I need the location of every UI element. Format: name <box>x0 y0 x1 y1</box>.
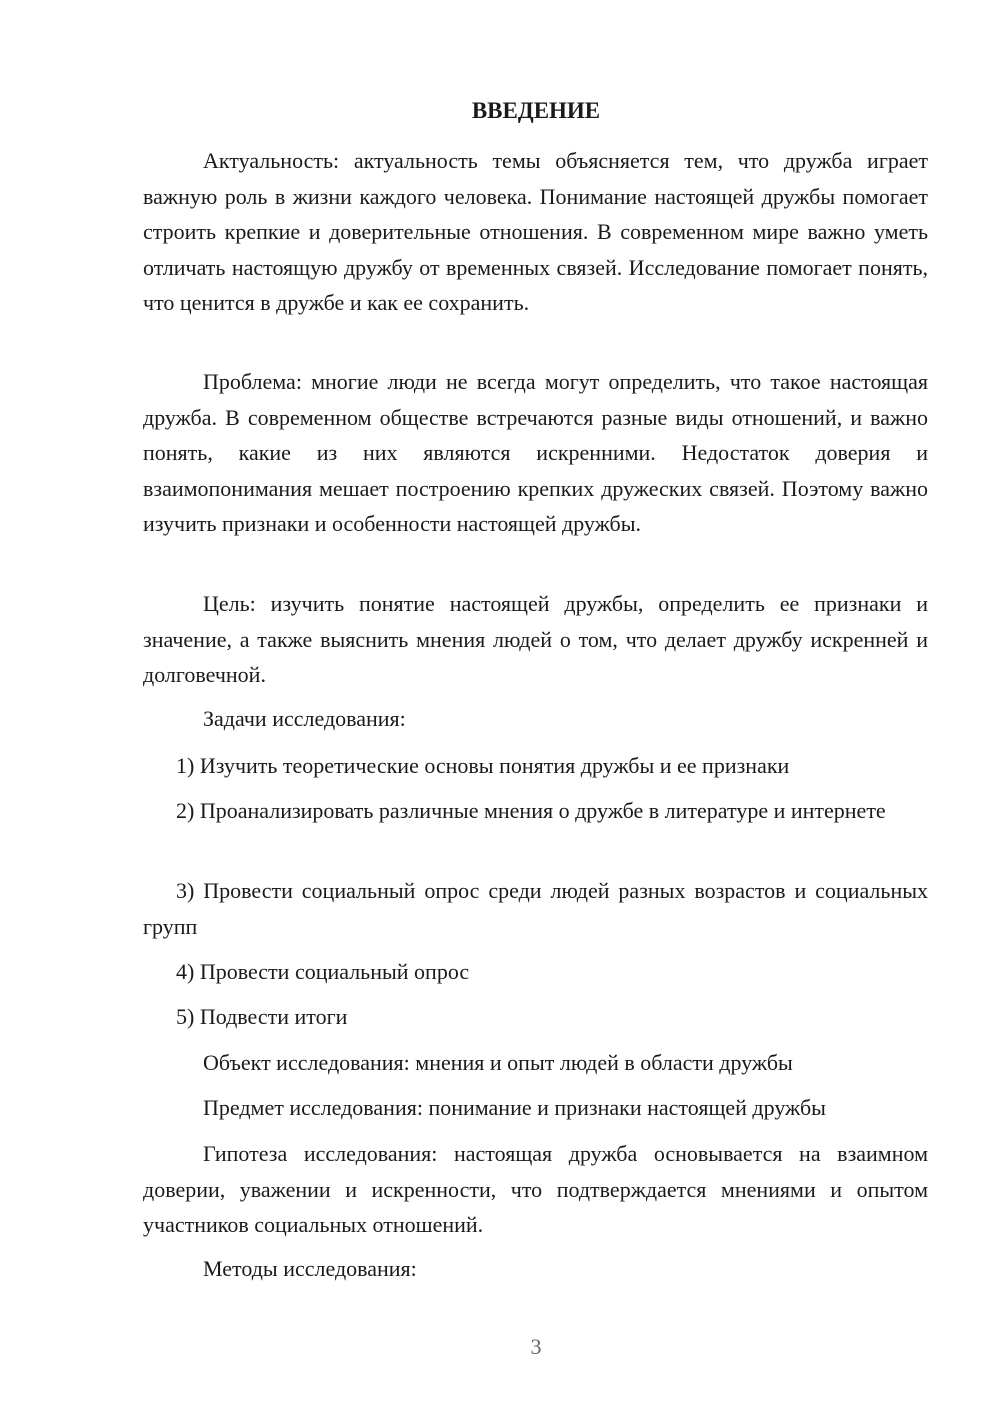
page-title: ВВЕДЕНИЕ <box>471 98 601 123</box>
task-item-1: 1) Изучить теоретические основы понятия дружбы и ее признаки <box>176 753 790 778</box>
paragraph-hypothesis: Гипотеза исследования: настоящая дружба основывается на взаимном доверии, уважении и искренности, что подтверждается мнениями и опытом участников социальных отношений. <box>143 1141 928 1237</box>
paragraph-relevance: Актуальность: актуальность темы объясняется тем, что дружба играет важную роль в жизни каждого человека. Понимание настоящей дружбы помогает строить крепкие и доверительные отношения. В современном мире важно уметь отличать настоящую дружбу от временных связей. Исследование помогает понять, что ценится в дружбе и как ее сохранить. <box>143 148 928 315</box>
task-item-5: 5) Подвести итоги <box>176 1004 348 1029</box>
paragraph-goal: Цель: изучить понятие настоящей дружбы, определить ее признаки и значение, а также выяснить мнения людей о том, что делает дружбу искренней и долговечной. <box>143 591 928 687</box>
task-item-3: 3) Провести социальный опрос среди людей разных возрастов и социальных групп <box>143 878 928 939</box>
tasks-heading: Задачи исследования: <box>203 706 406 731</box>
paragraph-problem: Проблема: многие люди не всегда могут определить, что такое настоящая дружба. В современном обществе встречаются разные виды отношений, и важно понять, какие из них являются искренними. Недостаток доверия и взаимопонимания мешает построению крепких дружеских связей. Поэтому важно изучить признаки и особенности настоящей дружбы. <box>143 369 928 536</box>
methods-heading: Методы исследования: <box>203 1256 417 1281</box>
paragraph-subject: Предмет исследования: понимание и признаки настоящей дружбы <box>203 1095 826 1120</box>
page-number: 3 <box>530 1334 542 1359</box>
task-item-2: 2) Проанализировать различные мнения о дружбе в литературе и интернете <box>176 798 886 823</box>
paragraph-object: Объект исследования: мнения и опыт людей в области дружбы <box>203 1050 793 1075</box>
task-item-4: 4) Провести социальный опрос <box>176 959 470 984</box>
